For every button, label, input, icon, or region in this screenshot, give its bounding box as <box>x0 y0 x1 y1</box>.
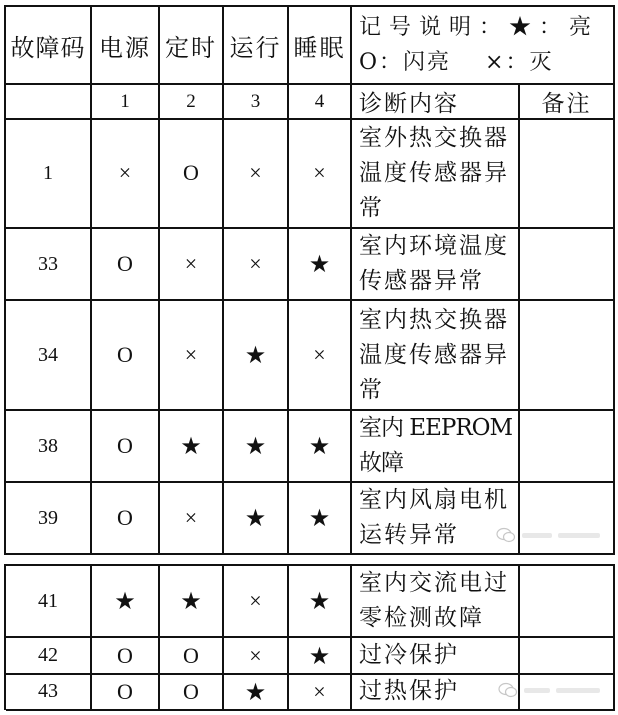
timer-number: 2 <box>160 85 224 120</box>
header-row <box>6 7 615 85</box>
fault-code-cell: 43 <box>6 674 92 711</box>
diagnosis-text: 室内环境温度 传感器异常 <box>359 233 509 294</box>
fault-code-cell: 38 <box>6 411 92 483</box>
run-indicator-status: × <box>249 251 262 276</box>
power-indicator-cell <box>92 483 160 555</box>
run-header-label: 运行 <box>229 33 282 62</box>
timer-indicator-status: O <box>183 642 199 668</box>
power-number: 1 <box>92 85 160 120</box>
table-row <box>6 119 615 229</box>
run-indicator-status: ★ <box>244 504 267 532</box>
sleep-indicator-cell <box>289 638 352 675</box>
fault-code-table <box>4 5 615 555</box>
timer-indicator-cell <box>160 301 224 411</box>
chat-bubble-icon <box>498 682 518 698</box>
timer-indicator-cell <box>160 566 224 638</box>
timer-header-label: 定时 <box>165 33 217 62</box>
timer-indicator-cell <box>160 411 224 483</box>
legend-line-2 <box>359 45 553 80</box>
power-indicator-cell <box>92 411 160 483</box>
timer-header <box>160 7 224 85</box>
run-indicator-cell <box>224 229 289 301</box>
legend-title: 记号说明： <box>359 15 510 40</box>
subheader-code-cell <box>6 85 92 120</box>
timer-indicator-status: ★ <box>180 587 202 615</box>
timer-indicator-status: O <box>183 678 199 704</box>
run-indicator-cell <box>224 411 289 483</box>
run-header <box>224 7 289 85</box>
power-indicator-status: × <box>118 160 132 185</box>
run-indicator-status: × <box>249 642 262 668</box>
power-indicator-cell <box>92 301 160 411</box>
timer-indicator-cell <box>160 483 224 555</box>
power-indicator-status: O <box>117 251 133 276</box>
diagnosis-cell <box>352 411 520 483</box>
sleep-indicator-status: ★ <box>308 587 331 615</box>
run-indicator-status: ★ <box>244 432 267 460</box>
table-row <box>6 566 615 638</box>
sleep-indicator-status: × <box>313 678 326 704</box>
sleep-header <box>289 7 352 85</box>
diagnosis-text: 室内热交换器 温度传感器异 常 <box>359 306 509 403</box>
power-indicator-status: O <box>117 642 133 668</box>
sleep-indicator-cell <box>289 229 352 301</box>
power-indicator-cell <box>92 566 160 638</box>
watermark-blur <box>522 533 552 538</box>
watermark <box>498 682 600 698</box>
run-indicator-cell <box>224 483 289 555</box>
timer-indicator-cell <box>160 674 224 711</box>
legend-item-flash: O：闪亮 <box>359 50 452 75</box>
run-indicator-status: × <box>249 160 262 185</box>
power-header-label: 电源 <box>99 33 151 62</box>
sleep-indicator-status: ★ <box>308 504 331 532</box>
sleep-indicator-cell <box>289 301 352 411</box>
timer-indicator-status: × <box>184 505 198 530</box>
remarks-cell <box>520 411 615 483</box>
diagnosis-cell <box>352 229 520 301</box>
diagnosis-cell <box>352 674 520 711</box>
fault-code-cell: 41 <box>6 566 92 638</box>
diagnosis-text: 过热保护 <box>359 678 459 704</box>
run-indicator-status: ★ <box>244 677 267 706</box>
sleep-indicator-cell <box>289 411 352 483</box>
remarks-cell <box>520 229 615 301</box>
run-indicator-cell <box>224 566 289 638</box>
fault-code-cell: 39 <box>6 483 92 555</box>
run-indicator-cell <box>224 674 289 711</box>
sleep-indicator-cell <box>289 483 352 555</box>
sleep-indicator-status: ★ <box>308 432 331 460</box>
remarks-cell <box>520 638 615 675</box>
table-row <box>6 411 615 483</box>
power-indicator-status: O <box>117 342 133 367</box>
timer-indicator-status: O <box>183 160 199 185</box>
sleep-header-label: 睡眠 <box>293 33 346 62</box>
watermark-blur <box>524 688 550 693</box>
fault-code-header <box>6 7 92 85</box>
remarks-cell <box>520 566 615 638</box>
run-indicator-cell <box>224 301 289 411</box>
table-row <box>6 483 615 555</box>
diagnosis-cell <box>352 483 520 555</box>
sleep-indicator-cell <box>289 674 352 711</box>
power-indicator-status: ★ <box>114 587 136 615</box>
power-indicator-status: O <box>117 505 133 530</box>
run-indicator-status: × <box>249 588 262 613</box>
sleep-indicator-status: ★ <box>308 250 331 278</box>
sleep-indicator-status: × <box>313 160 326 185</box>
diagnosis-text: 室内风扇电机 运转异常 <box>359 487 509 548</box>
diagnosis-text: 过冷保护 <box>359 642 459 668</box>
watermark <box>496 527 600 543</box>
power-indicator-cell <box>92 229 160 301</box>
timer-indicator-status: × <box>184 251 198 276</box>
power-indicator-status: O <box>117 678 133 704</box>
diagnosis-text: 室外热交换器 温度传感器异 常 <box>359 124 509 221</box>
run-indicator-cell <box>224 119 289 229</box>
run-indicator-cell <box>224 638 289 675</box>
power-indicator-cell <box>92 119 160 229</box>
power-header <box>92 7 160 85</box>
sleep-indicator-cell <box>289 119 352 229</box>
remarks-header: 备注 <box>520 85 615 120</box>
power-indicator-status: O <box>117 433 133 458</box>
legend-item-off: ×：灭 <box>485 50 554 75</box>
diagnosis-cell <box>352 566 520 638</box>
diagnosis-text: 室内交流电过 零检测故障 <box>359 570 509 631</box>
fault-code-cell: 1 <box>6 119 92 229</box>
chat-bubble-icon <box>496 527 516 543</box>
table-body <box>6 119 615 555</box>
remarks-cell <box>520 301 615 411</box>
diagnosis-cell <box>352 301 520 411</box>
timer-indicator-cell <box>160 229 224 301</box>
timer-indicator-cell <box>160 638 224 675</box>
power-indicator-cell <box>92 674 160 711</box>
table-row <box>6 229 615 301</box>
sleep-number: 4 <box>289 85 352 120</box>
run-indicator-status: ★ <box>244 341 267 369</box>
diagnosis-cell <box>352 119 520 229</box>
timer-indicator-status: × <box>184 342 198 367</box>
diagnosis-text: 室内 EEPROM 故障 <box>359 415 513 476</box>
power-indicator-cell <box>92 638 160 675</box>
remarks-cell <box>520 483 615 555</box>
legend-line-1 <box>359 10 599 45</box>
watermark-blur <box>558 533 600 538</box>
sleep-indicator-status: × <box>313 342 326 367</box>
symbol-legend <box>352 7 615 85</box>
table-row <box>6 301 615 411</box>
table-row <box>6 638 615 674</box>
timer-indicator-cell <box>160 119 224 229</box>
fault-code-cell: 42 <box>6 638 92 675</box>
legend-item-on: ★：亮 <box>509 15 600 40</box>
diagnosis-cell <box>352 638 520 675</box>
fault-code-cell: 33 <box>6 229 92 301</box>
watermark-blur <box>556 688 600 693</box>
remarks-cell <box>520 119 615 229</box>
timer-indicator-status: ★ <box>180 432 202 460</box>
run-number: 3 <box>224 85 289 120</box>
fault-code-header-label: 故障码 <box>10 33 86 62</box>
sleep-indicator-cell <box>289 566 352 638</box>
fault-code-cell: 34 <box>6 301 92 411</box>
subheader-row <box>6 85 615 119</box>
diagnosis-header: 诊断内容 <box>352 85 520 120</box>
sleep-indicator-status: ★ <box>308 641 331 670</box>
